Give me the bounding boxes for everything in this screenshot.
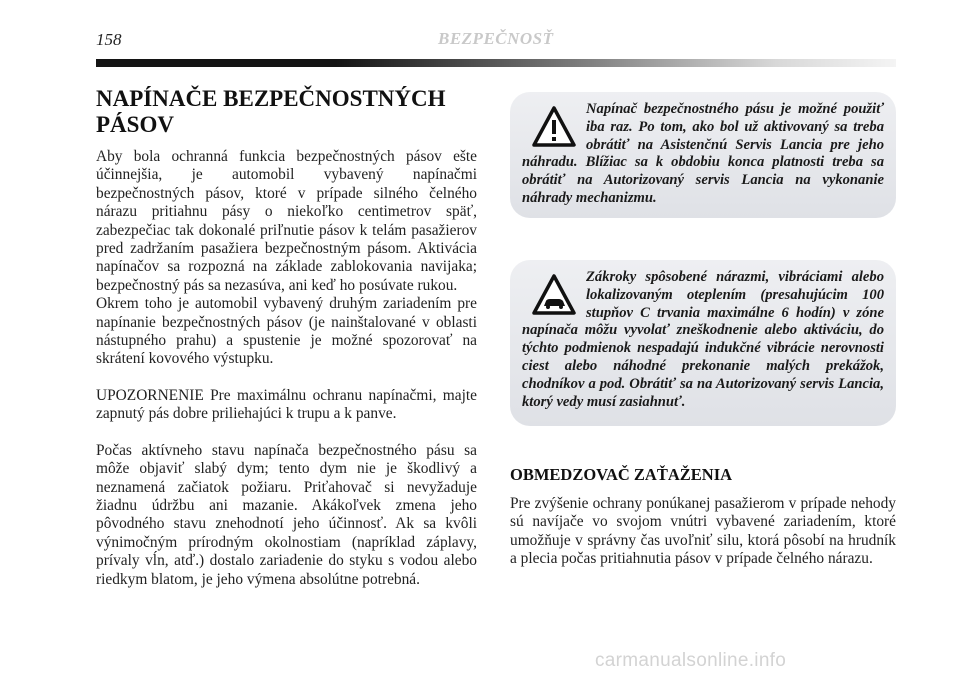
header-rule xyxy=(96,59,896,67)
running-head: BEZPEČNOSŤ xyxy=(438,29,554,48)
warning-box-reuse xyxy=(510,92,896,218)
warning-box-damage xyxy=(510,260,896,426)
load-limiter-section xyxy=(510,465,896,569)
body-paragraph: UPOZORNENIE Pre maximálnu ochranu napínačmi, majte zapnutý pás dobre priliehajúci k trupu a k panve. xyxy=(96,386,477,423)
spacer xyxy=(96,369,477,387)
body-paragraph: Okrem toho je automobil vybavený druhým zariadením pre napínanie bezpečnostných pásov (je nainštalované v oblasti nástupného prahu) a spustenie je možné spozorovať na skrátení kovového výstupku. xyxy=(96,295,477,368)
section-title: NAPÍNAČE BEZPEČNOSTNÝCH PÁSOV xyxy=(96,86,446,137)
warning-text: Zákroky spôsobené nárazmi, vibráciami alebo lokalizovaným oteplením (presahujúcim 100 stupňov C trvania maximálne 6 hodín) v zóne napínača môžu vyvolať zneškodnenie alebo aktiváciu, do týchto podmienok nespadajú indukčné vibrácie nerovnosti ciest alebo náhodné prekonanie malých prekážok, chodníkov a pod. Obrátiť sa na Autorizovaný servis Lancia, ktorý vedy musí zasiahnuť. xyxy=(522,269,884,410)
body-paragraph: Aby bola ochranná funkcia bezpečnostných pásov ešte účinnejšia, je automobil vybavený napínačmi bezpečnostných pásov, ktoré v prípade silného čelného nárazu pritiahnu pásy o niekoľko centimetrov späť, zabezpečiac tak dokonalé priľnutie pásov k telám pasažierov pred zadržaním pasažiera bezpečnostným pásom. Aktivácia napínačov sa rozpozná na základe zablokovania navijaka; bezpečnostný pás sa nezasúva, ani keď ho posúvate rukou. xyxy=(96,148,477,294)
car-warning-triangle-icon xyxy=(532,273,576,317)
watermark: carmanualsonline.info xyxy=(595,650,787,671)
warning-triangle-icon xyxy=(532,105,576,149)
spacer xyxy=(96,424,477,442)
subsection-title: OBMEDZOVAČ ZAŤAŽENIA xyxy=(510,465,733,484)
body-paragraph: Pre zvýšenie ochrany ponúkanej pasažierom v prípade nehody sú navíjače vo svojom vnútri vybavené zariadením, ktoré umožňuje v správny čas uvoľniť silu, ktorá pôsobí na hrudník a plecia počas pritiahnutia pásov v prípade čelného nárazu. xyxy=(510,495,896,568)
body-paragraph: Počas aktívneho stavu napínača bezpečnostného pásu sa môže objaviť slabý dym; tento dym nie je škodlivý a neznamená začiatok požiaru. Priťahovač si nevyžaduje žiadnu údržbu ani mazanie. Akákoľvek zmena jeho pôvodného stavu znehodnotí jeho účinnosť. Ak sa kvôli výnimočným prírodným okolnostiam (napríklad záplavy, prívaly vĺn, atď.) dostalo zariadenie do styku s vodou alebo riedkym blatom, je jeho výmena absolútne potrebná. xyxy=(96,441,477,588)
warning-text: Napínač bezpečnostného pásu je možné použiť iba raz. Po tom, ako bol už aktivovaný sa treba obrátiť na Asistenčnú Servis Lancia pre jeho náhradu. Blížiac sa k obdobiu konca platnosti treba sa obrátiť na Autorizovaný servis Lancia na vykonanie náhrady mechanizmu. xyxy=(522,101,884,206)
page-number: 158 xyxy=(96,30,122,49)
left-column xyxy=(96,86,477,589)
